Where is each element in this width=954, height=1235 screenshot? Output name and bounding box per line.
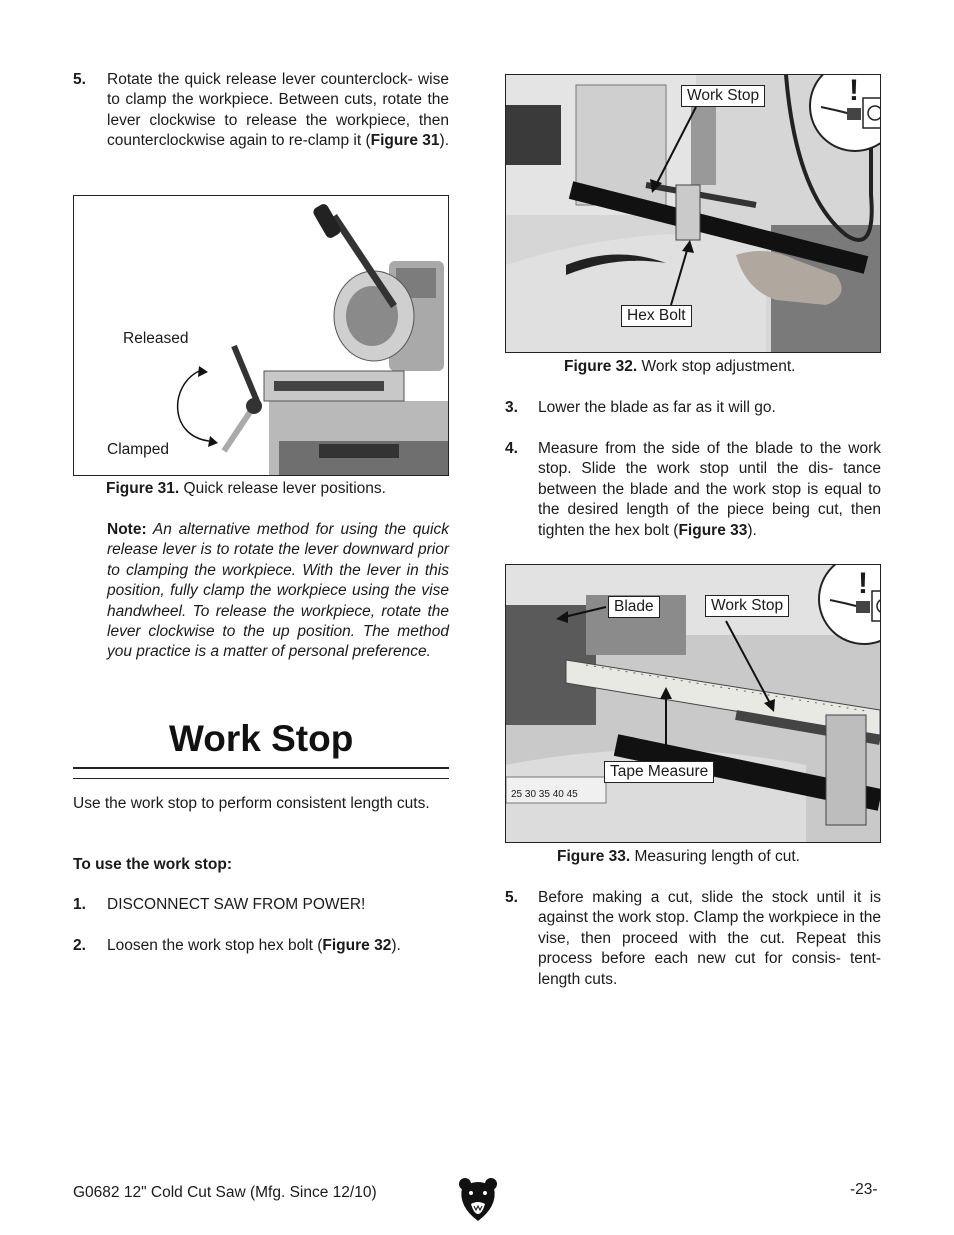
figure-32-image <box>505 74 881 353</box>
step-text: Rotate the quick release lever counterclock- wise to clamp the workpiece. Between cuts, rotate the lever clockwise to release the workpiece, then counterclockwise again to re-clamp it (Figure 31). <box>107 71 449 150</box>
note-text: An alternative method for using the quick release lever is to rotate the lever downward prior to clamping the workpiece. With the lever in this position, fully clamp the workpiece using the vise handwheel. To release the workpiece, rotate the lever clockwise to the up position. The method you practice is a matter of personal preference. <box>107 521 449 661</box>
step-text: Before making a cut, slide the stock until it is against the work stop. Clamp the workpiece in the vise, then proceed with the cut. Repeat this process before each new cut for consis- tent-length cuts. <box>538 889 881 988</box>
plug-icon <box>811 74 881 150</box>
label-tape-measure: Tape Measure <box>604 761 714 783</box>
step-number: 4. <box>505 440 518 457</box>
warning-exclamation: ! <box>858 567 868 600</box>
footer-model: G0682 12" Cold Cut Saw (Mfg. Since 12/10) <box>73 1184 377 1201</box>
figure-31-caption: Figure 31. Quick release lever positions. <box>106 480 386 497</box>
step-text: Lower the blade as far as it will go. <box>538 399 776 416</box>
disconnect-warning-icon <box>809 74 881 152</box>
title-rule-top <box>73 767 449 769</box>
section-title: Work Stop <box>169 718 354 759</box>
label-hex-bolt: Hex Bolt <box>621 305 692 327</box>
step-text: Loosen the work stop hex bolt (Figure 32). <box>107 937 401 954</box>
page-number: -23- <box>850 1181 878 1198</box>
figure-31-image <box>73 195 449 476</box>
figure-ref[interactable]: Figure 31 <box>370 132 440 150</box>
step-number: 5. <box>505 889 518 906</box>
step-number: 2. <box>73 937 86 954</box>
section-intro: Use the work stop to perform consistent length cuts. <box>73 795 430 812</box>
label-blade: Blade <box>608 596 660 618</box>
step-number: 1. <box>73 896 86 913</box>
figure-33-image <box>505 564 881 843</box>
title-rule-bottom <box>73 778 449 779</box>
scale-marks: 25 30 35 40 45 <box>511 789 578 800</box>
note-paragraph <box>107 520 449 663</box>
label-work-stop: Work Stop <box>705 595 789 617</box>
step-number: 3. <box>505 399 518 416</box>
label-work-stop: Work Stop <box>681 85 765 107</box>
figure-ref[interactable]: Figure 33 <box>678 521 748 539</box>
disconnect-warning-icon <box>818 564 881 645</box>
note-label: Note: <box>107 521 147 538</box>
bear-icon <box>458 1176 498 1222</box>
label-released: Released <box>123 330 189 347</box>
label-clamped: Clamped <box>107 441 170 458</box>
warning-exclamation: ! <box>849 74 859 107</box>
plug-icon <box>820 564 881 643</box>
step-text: DISCONNECT SAW FROM POWER! <box>107 896 366 913</box>
figure-ref[interactable]: Figure 32 <box>322 937 392 954</box>
section-subhead: To use the work stop: <box>73 856 233 873</box>
figure-33-caption: Figure 33. Measuring length of cut. <box>557 848 800 865</box>
step-number: 5. <box>73 71 86 88</box>
grizzly-bear-logo <box>458 1176 498 1222</box>
figure-32-caption: Figure 32. Work stop adjustment. <box>564 358 796 375</box>
step-text: Measure from the side of the blade to the work stop. Slide the work stop until the dis- tance between the blade and the work stop is equal to the desired length of the piece being cut, then tighten the hex bolt (Figure 33). <box>538 440 881 539</box>
